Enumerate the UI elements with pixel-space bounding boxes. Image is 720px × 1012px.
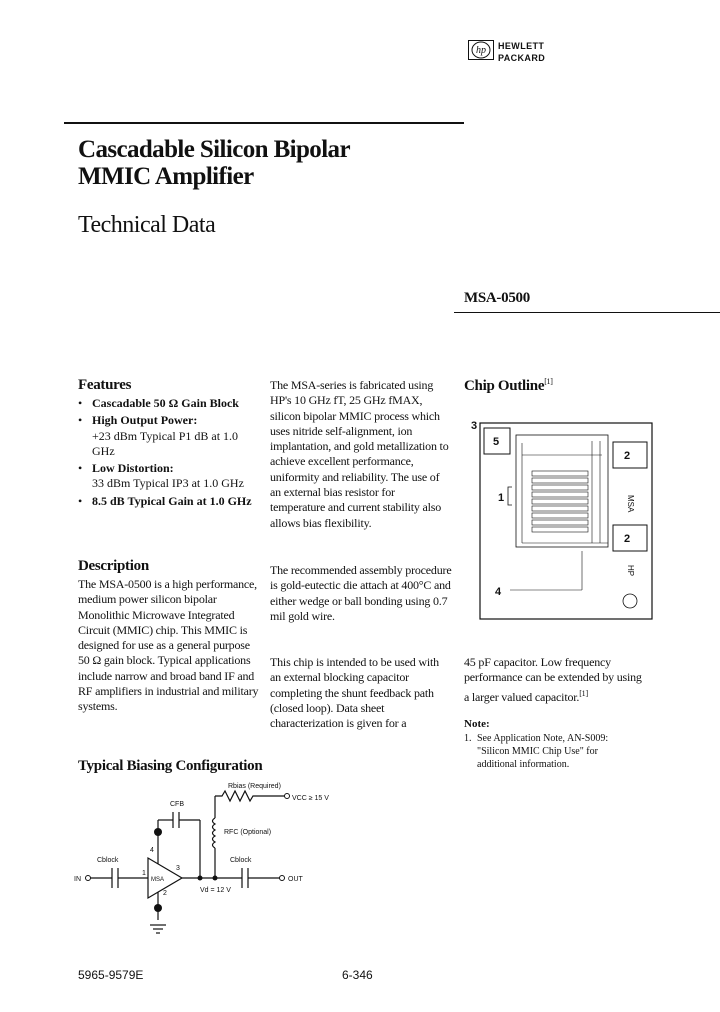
biasing-heading: Typical Biasing Configuration [78, 758, 263, 774]
label-msa: MSA [151, 877, 165, 883]
label-pin4: 4 [150, 847, 154, 854]
feature-head: • Low Distortion: [92, 461, 174, 476]
label-vd: Vd = 12 V [200, 887, 231, 894]
label-pin2: 2 [163, 890, 167, 897]
feature-item [78, 494, 258, 509]
features-list [78, 396, 258, 511]
company-name-line1: HEWLETT [498, 41, 545, 51]
pad-label-4: 4 [495, 586, 502, 598]
feature-item [78, 396, 258, 411]
note-number: 1. [464, 733, 472, 744]
label-rbias: Rbias (Required) [228, 783, 281, 790]
usage-paragraph: This chip is intended to be used with an external blocking capacitor completing the shunt feedback path (closed loop). Data sheet characterization is given for a [270, 655, 439, 731]
title-rule [64, 122, 464, 124]
capacitor-continuation-text: 45 pF capacitor. Low frequency performance can be extended by using a larger valued capacitor. [464, 655, 642, 704]
label-vcc: VCC ≥ 15 V [292, 795, 329, 802]
note-text [477, 732, 652, 771]
svg-text:MSA: MSA [626, 495, 635, 513]
hp-logo-text: hp [476, 45, 486, 56]
company-name [498, 40, 545, 64]
pin4-dot [154, 828, 162, 836]
svg-text:HP: HP [626, 565, 635, 577]
title-line-1: Cascadable Silicon Bipolar [78, 136, 350, 163]
chip-outline-heading [464, 377, 553, 395]
hp-logo [468, 40, 494, 65]
title-line-2: MMIC Amplifier [78, 163, 254, 190]
capacitor-continuation [464, 655, 649, 705]
feature-detail: 33 dBm Typical IP3 at 1.0 GHz [92, 476, 244, 491]
company-name-line2: PACKARD [498, 53, 546, 63]
chip-outline-superscript: [1] [544, 377, 553, 386]
feature-head: • 8.5 dB Typical Gain at 1.0 GHz [92, 493, 252, 508]
out-terminal [280, 876, 285, 881]
label-cblock-in: Cblock [97, 857, 119, 864]
pad-label-2-top: 2 [624, 450, 631, 462]
rbias-resistor [215, 791, 285, 801]
feature-detail: +23 dBm Typical P1 dB at 1.0 GHz [92, 428, 239, 458]
label-pin3: 3 [176, 865, 180, 872]
pad-label-3: 3 [471, 420, 478, 432]
pad-label-5: 5 [493, 436, 500, 448]
process-paragraph: The MSA-series is fabricated using HP's 10 GHz fT, 25 GHz fMAX, silicon bipolar MMIC process which uses nitride self-alignment, ion implantation, and gold metallization to achieve excellent performance, uniformity and reliability. The use of an external bias resistor for temperature and current stability also allows bias flexibility. [270, 378, 449, 530]
doc-number: 5965-9579E [78, 968, 144, 982]
chip-outline-heading-text: Chip Outline [464, 378, 545, 394]
feature-item [78, 413, 258, 459]
part-number: MSA-0500 [464, 290, 530, 306]
description-text: The MSA-0500 is a high performance, medium power silicon bipolar Monolithic Microwave Integrated Circuit (MMIC) chip. This MMIC is designed for use as a general purpose 50 Ω gain block. Typical applications include narrow and broad band IF and RF amplifiers in industrial and military systems. [78, 577, 259, 714]
page-title [78, 136, 350, 190]
chip-outline-diagram [470, 415, 660, 625]
junction-dot [213, 876, 218, 881]
note-title: Note: [464, 718, 490, 730]
pad-label-2-bottom: 2 [624, 533, 631, 545]
label-rfc: RFC (Optional) [224, 829, 272, 836]
subtitle: Technical Data [78, 212, 216, 238]
capacitor-continuation-ref: [1] [579, 688, 588, 698]
feature-head: • High Output Power: [92, 413, 198, 428]
label-cblock-out: Cblock [230, 857, 252, 864]
vcc-terminal [285, 794, 290, 799]
in-terminal [86, 876, 91, 881]
pad-label-1: 1 [498, 492, 505, 504]
note-line-1: See Application Note, AN-S009: [477, 733, 609, 744]
assembly-paragraph: The recommended assembly procedure is gold-eutectic die attach at 400°C and either wedge or ball bonding using 0.7 mil gold wire. [270, 563, 452, 623]
label-cfb: CFB [170, 801, 184, 808]
biasing-schematic [70, 780, 370, 945]
page-number: 6-346 [342, 968, 373, 982]
note-line-3: additional information. [477, 759, 570, 770]
description-heading: Description [78, 558, 149, 574]
feature-head: • Cascadable 50 Ω Gain Block [92, 396, 239, 410]
label-out: OUT [288, 876, 303, 883]
label-in: IN [74, 876, 81, 883]
label-pin1: 1 [142, 870, 146, 877]
feature-item [78, 461, 258, 492]
pin3-dot [198, 876, 203, 881]
part-number-rule [454, 312, 720, 313]
note-line-2: "Silicon MMIC Chip Use" for [477, 746, 598, 757]
chip-circuit-block [516, 435, 608, 547]
features-heading: Features [78, 377, 132, 393]
pin2-dot [154, 904, 162, 912]
rfc-inductor [213, 818, 216, 848]
